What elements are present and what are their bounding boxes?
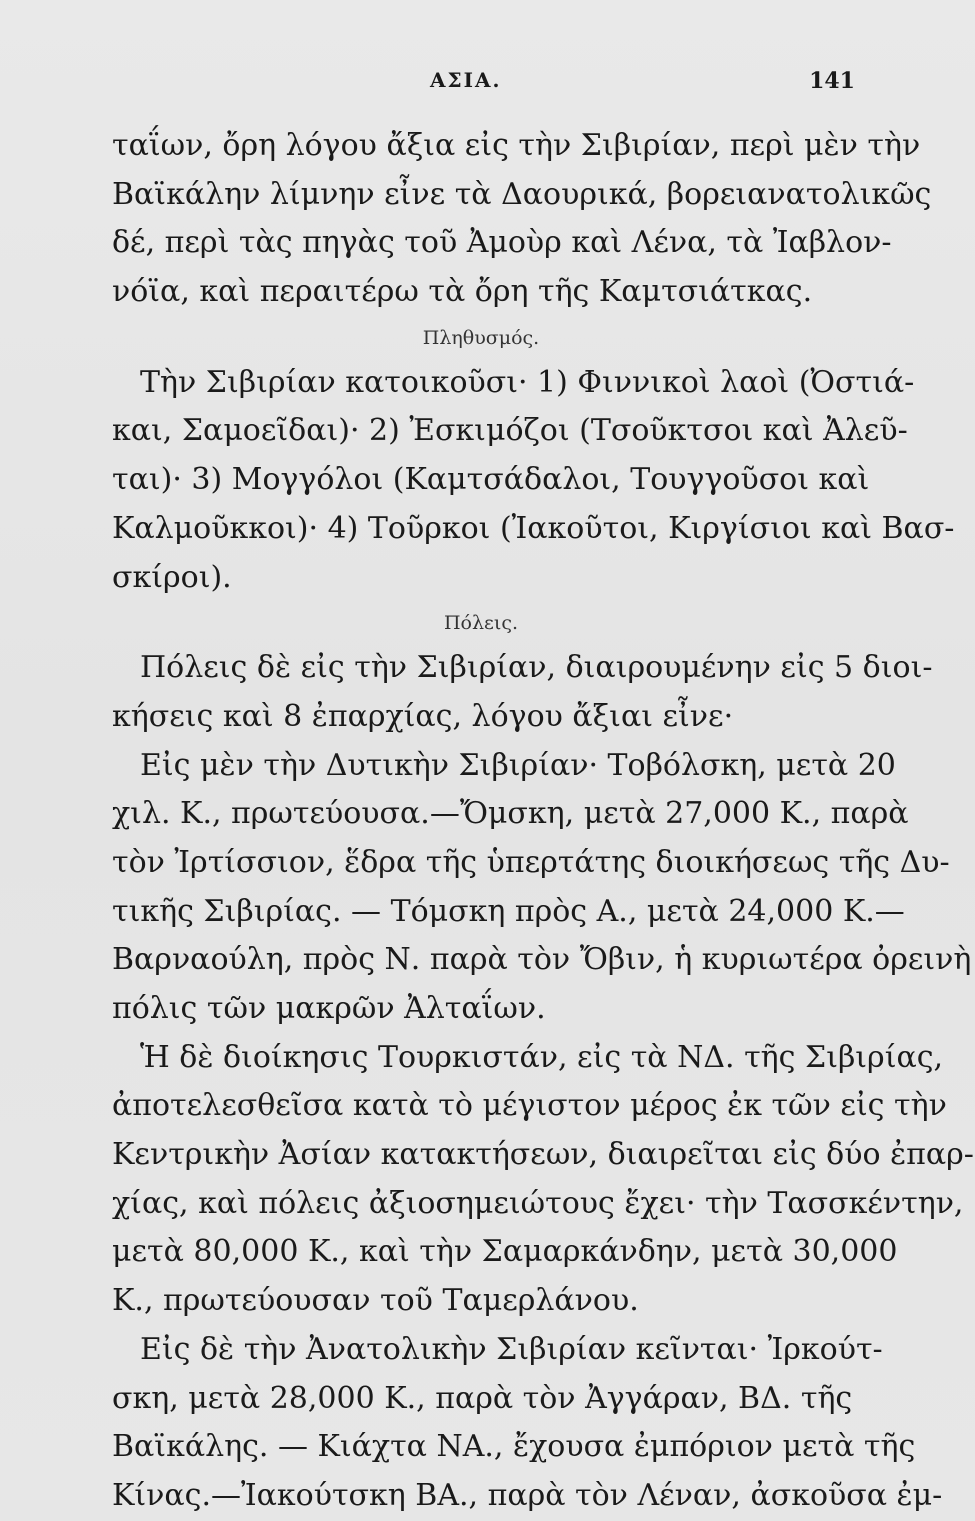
text-line: χιλ. Κ., πρωτεύουσα.—Ὄμσκη, μετὰ 27,000 Κ., παρὰ [112, 796, 909, 832]
section-heading-population: Πληθυσμός. [422, 326, 540, 349]
text-line: σκίροι). [112, 559, 232, 595]
text-line: Κεντρικὴν Ἀσίαν κατακτήσεων, διαιρεῖται εἰς δύο ἐπαρ- [112, 1137, 974, 1173]
text-line: Καλμοῦκκοι)· 4) Τοῦρκοι (Ἰακοῦτοι, Κιργίσιοι καὶ Βασ- [112, 510, 955, 546]
text-line: δέ, περὶ τὰς πηγὰς τοῦ Ἀμοὺρ καὶ Λένα, τὰ Ἰαβλον- [112, 225, 892, 261]
text-line: Ἡ δὲ διοίκησις Τουρκιστάν, εἰς τὰ ΝΔ. τῆς Σιβιρίας, [140, 1039, 944, 1075]
text-line: πόλις τῶν μακρῶν Ἀλταΐων. [112, 991, 546, 1026]
running-head [110, 68, 855, 98]
text-line: ἀποτελεσθεῖσα κατὰ τὸ μέγιστον μέρος ἐκ τῶν εἰς τὴν [112, 1088, 947, 1124]
running-title: ΑΣΙΑ. [430, 68, 502, 92]
text-line: Βαϊκάλην λίμνην εἶνε τὰ Δαουρικά, βορειανατολικῶς [112, 176, 932, 212]
text-line: νόϊα, καὶ περαιτέρω τὰ ὄρη τῆς Καμτσιάτκας. [112, 274, 813, 310]
text-line: σκη, μετὰ 28,000 Κ., παρὰ τὸν Ἀγγάραν, ΒΔ. τῆς [112, 1380, 853, 1416]
body-text [112, 122, 974, 1521]
text-line: ταΐων, ὄρη λόγου ἄξια εἰς τὴν Σιβιρίαν, περὶ μὲν τὴν [112, 128, 921, 163]
text-line: τὸν Ἰρτίσσιον, ἕδρα τῆς ὑπερτάτης διοικήσεως τῆς Δυ- [112, 844, 950, 880]
text-line: χίας, καὶ πόλεις ἀξιοσημειώτους ἔχει· τὴν Τασσκέντην, [112, 1185, 964, 1221]
page-number: 141 [809, 68, 855, 94]
text-line: Πόλεις δὲ εἰς τὴν Σιβιρίαν, διαιρουμένην εἰς 5 διοι- [140, 650, 933, 686]
text-line: Εἰς δὲ τὴν Ἀνατολικὴν Σιβιρίαν κεῖνται· Ἰρκούτ- [140, 1331, 883, 1367]
text-line: Κ., πρωτεύουσαν τοῦ Ταμερλάνου. [112, 1283, 639, 1319]
text-line: ται)· 3) Μογγόλοι (Καμτσάδαλοι, Τουγγοῦσοι καὶ [112, 462, 870, 498]
text-line: Κίνας.—Ἰακούτσκη ΒΑ., παρὰ τὸν Λέναν, ἀσκοῦσα ἐμ- [112, 1477, 943, 1513]
text-line: τικῆς Σιβιρίας. — Τόμσκη πρὸς Α., μετὰ 24,000 Κ.— [112, 893, 905, 929]
text-line: μετὰ 80,000 Κ., καὶ τὴν Σαμαρκάνδην, μετὰ 30,000 [112, 1234, 898, 1270]
text-line: Τὴν Σιβιρίαν κατοικοῦσι· 1) Φιννικοὶ λαοὶ (Ὀστιά- [140, 364, 915, 400]
text-line: Βαϊκάλης. — Κιάχτα ΝΑ., ἔχουσα ἐμπόριον μετὰ τῆς [112, 1429, 916, 1465]
text-line: κήσεις καὶ 8 ἐπαρχίας, λόγου ἄξιαι εἶνε· [112, 698, 734, 734]
text-line: Εἰς μὲν τὴν Δυτικὴν Σιβιρίαν· Τοβόλσκη, μετὰ 20 [140, 747, 896, 783]
text-line: και, Σαμοεῖδαι)· 2) Ἐσκιμόζοι (Τσοῦκτσοι καὶ Ἀλεῦ- [112, 413, 908, 449]
text-line: Βαρναούλη, πρὸς Ν. παρὰ τὸν Ὄβιν, ἡ κυριωτέρα ὀρεινὴ [112, 942, 972, 978]
section-heading-cities: Πόλεις. [443, 612, 519, 635]
